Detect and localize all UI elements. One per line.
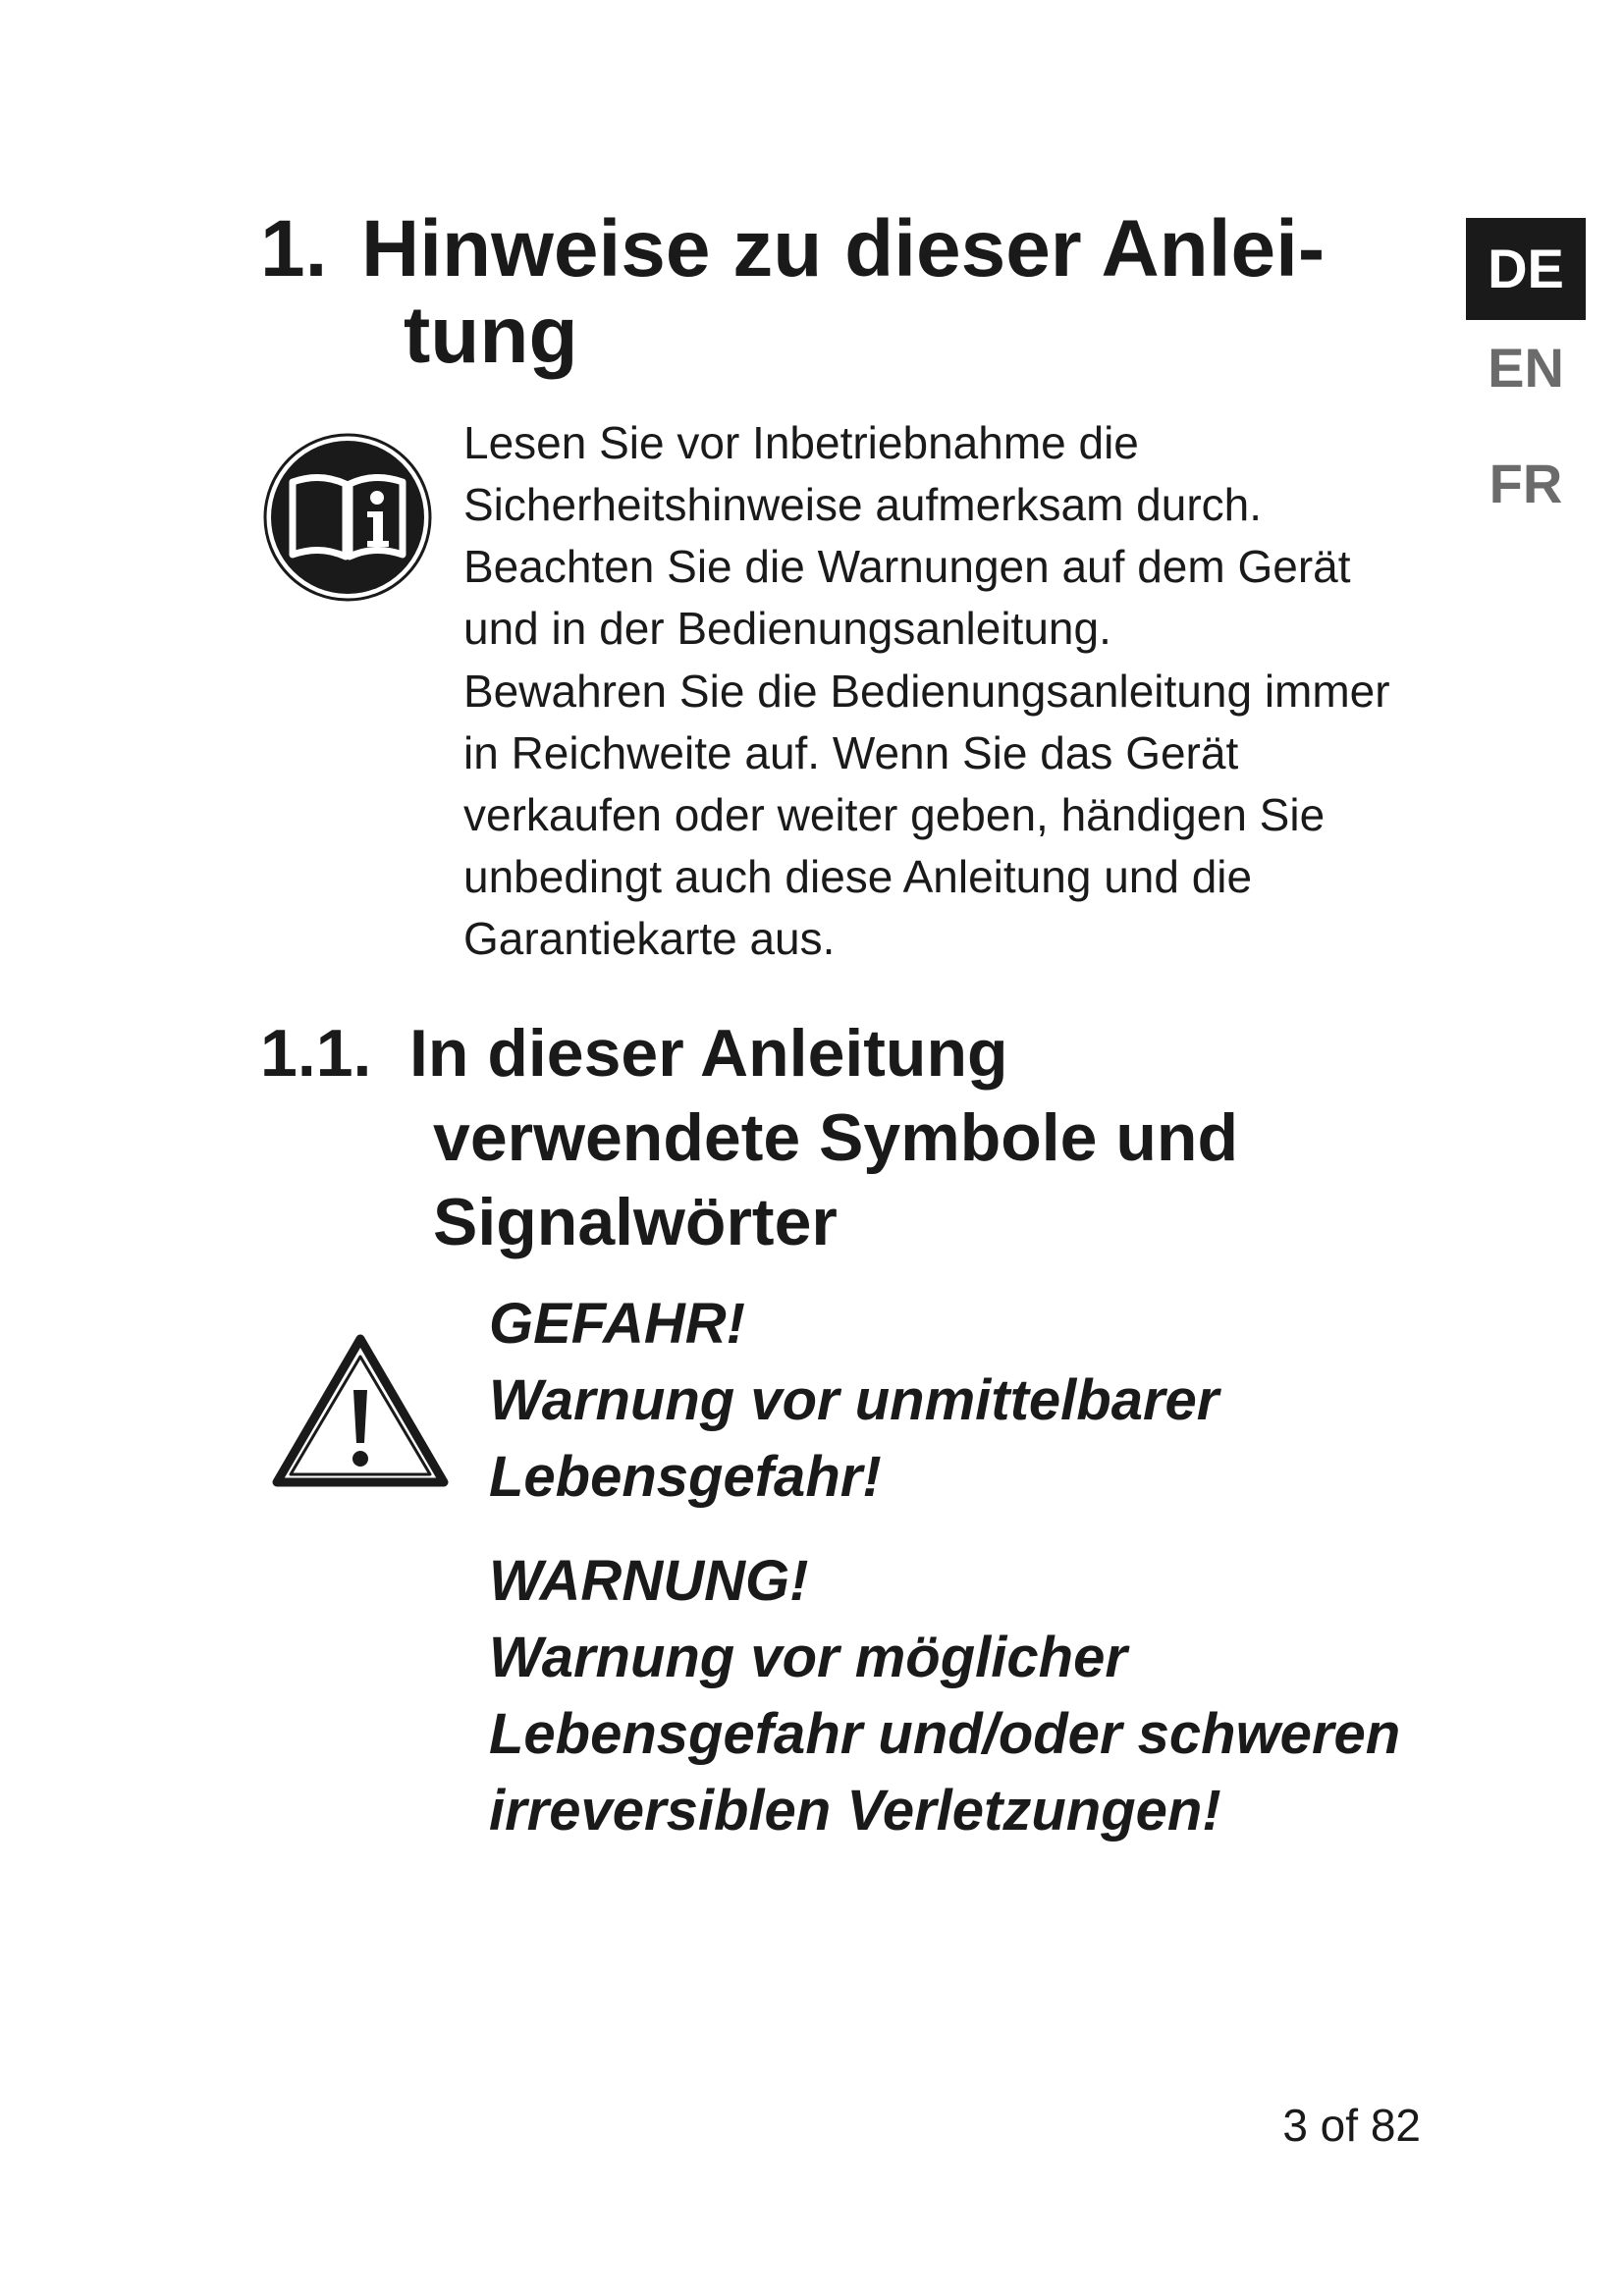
lang-tab-de[interactable]: DE bbox=[1466, 218, 1586, 320]
signal-gefahr-label: GEFAHR! bbox=[489, 1292, 745, 1356]
info-paragraph-1: Lesen Sie vor Inbetriebnahme die Sicherheitshinweise aufmerksam durch. Beachten Sie die Warnungen auf dem Gerät und in der Bedienungsanleitung. bbox=[463, 417, 1351, 654]
signal-warnung-text: Warnung vor möglicher Lebensgefahr und/oder schweren irreversiblen Verletzungen! bbox=[489, 1626, 1401, 1842]
section-1-1-heading bbox=[260, 1011, 1419, 1264]
signal-gefahr-text: Warnung vor unmittelbarer Lebensgefahr! bbox=[489, 1368, 1219, 1509]
signal-warnung bbox=[489, 1543, 1432, 1849]
section-1-1-title-line1: In dieser Anleitung bbox=[409, 1016, 1008, 1091]
info-manual-icon bbox=[263, 433, 432, 602]
section-1-heading bbox=[260, 206, 1419, 379]
section-1-title-line2: tung bbox=[404, 291, 578, 380]
signal-gefahr bbox=[489, 1286, 1432, 1516]
signal-warnung-label: WARNUNG! bbox=[489, 1549, 809, 1613]
language-tabs bbox=[1466, 218, 1586, 514]
section-1-number: 1. bbox=[260, 204, 328, 294]
lang-tab-fr[interactable]: FR bbox=[1489, 453, 1563, 514]
section-1-1-title-line3: Signalwörter bbox=[433, 1185, 838, 1259]
page-number: 3 of 82 bbox=[1282, 2100, 1421, 2151]
info-paragraph-2: Bewahren Sie die Bedienungsanleitung immer in Reichweite auf. Wenn Sie das Gerät verkaufen oder weiter geben, händigen Sie unbedingt auch diese Anleitung und die Garantiekarte aus. bbox=[463, 666, 1390, 964]
section-1-1-number: 1.1. bbox=[260, 1016, 372, 1091]
warning-triangle-icon bbox=[271, 1333, 450, 1490]
section-1-1-title-line2: verwendete Symbole und bbox=[433, 1100, 1238, 1175]
section-1-title-line1: Hinweise zu dieser Anlei- bbox=[361, 204, 1326, 294]
lang-tab-en[interactable]: EN bbox=[1488, 337, 1564, 399]
